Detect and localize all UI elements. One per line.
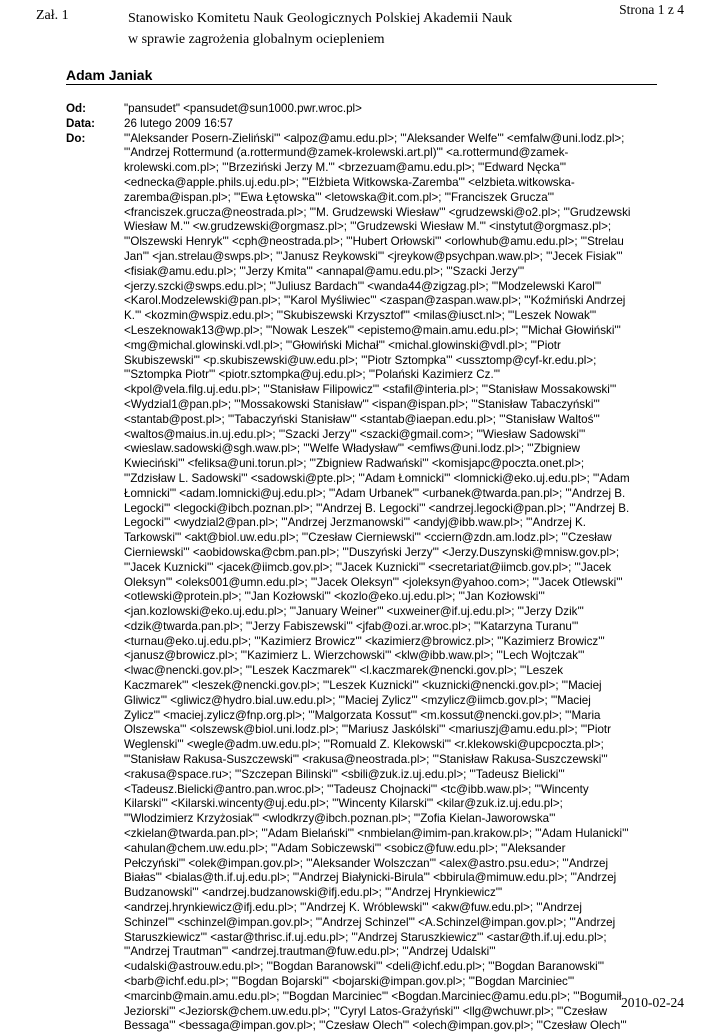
recipients-line: <barb@ichf.edu.pl>; "'Bogdan Bojarski'" <bojarski@impan.gov.pl>; "'Bogdan Marciniec'" xyxy=(124,975,575,989)
recipients-line: Staruszkiewicz'" <astar@thrisc.if.uj.edu.pl>; "'Andrzej Staruszkiewicz'" <astar@th.if.uj.edu.pl>; xyxy=(124,930,607,944)
document-title-line-1: Stanowisko Komitetu Nauk Geologicznych Polskiej Akademii Nauk xyxy=(128,11,513,26)
recipients-line: "'Jacek Kuznicki'" <jacek@iimcb.gov.pl>; "'Jacek Kuznicki'" <secretariat@iimcb.gov.pl>; "'Jacek xyxy=(124,560,612,574)
recipients-line: <rakusa@space.ru>; "'Szczepan Bilinski'" <sbili@zuk.iz.uj.edu.pl>; "'Tadeusz Bielicki'" xyxy=(124,767,565,781)
recipients-line: Pełczyński'" <olek@impan.gov.pl>; "'Aleksander Wolszczan'" <alex@astro.psu.edu>; "'Andrzej xyxy=(124,856,609,870)
recipients-line: <ahulan@chem.uw.edu.pl>; "'Adam Sobiczewski'" <sobicz@fuw.edu.pl>; "'Aleksander xyxy=(124,841,566,855)
recipients-line: Legocki'" <wydzial2@pan.pl>; "'Andrzej Jerzmanowski'" <andyj@ibb.waw.pl>; "'Andrzej K. xyxy=(124,516,586,530)
recipients-line: K.'" <kozmin@wspiz.edu.pl>; "'Skubiszewski Krzysztof'" <milas@iusct.nl>; "'Leszek Nowak'" xyxy=(124,309,597,323)
recipients-line: <turnau@eko.uj.edu.pl>; "'Kazimierz Browicz'" <kazimierz@browicz.pl>; "'Kazimierz Browicz'" xyxy=(124,634,605,648)
recipients-line: <udalski@astrouw.edu.pl>; "'Bogdan Baranowski'" <deli@ichf.edu.pl>; "'Bogdan Baranowski'" xyxy=(124,960,605,974)
recipients-line: "'Andrzej Trautman'" <andrzej.trautman@fuw.edu.pl>; "'Andrzej Udalski'" xyxy=(124,945,496,959)
date-value: 26 lutego 2009 16:57 xyxy=(124,116,233,130)
recipients-line: Weglenski'" <wegle@adm.uw.edu.pl>; "'Romuald Z. Klekowski'" <r.klekowski@upcpoczta.pl>; xyxy=(124,738,604,752)
recipients-line: <fisiak@amu.edu.pl>; "'Jerzy Kmita'" <annapal@amu.edu.pl>; "'Szacki Jerzy'" xyxy=(124,264,525,278)
recipients-line: <dzik@twarda.pan.pl>; "'Jerzy Fabiszewski'" <jfab@ozi.ar.wroc.pl>; "'Katarzyna Turanu'" xyxy=(124,619,579,633)
recipients-line: <Tadeusz.Bielicki@antro.pan.wroc.pl>; "'Tadeusz Chojnacki'" <tc@ibb.waw.pl>; "'Wincenty xyxy=(124,782,589,796)
recipients-line: <andrzej.hrynkiewicz@ifj.edu.pl>; "'Andrzej K. Wróblewski'" <akw@fuw.edu.pl>; "'Andrzej xyxy=(124,901,582,915)
date-label: Data: xyxy=(66,116,95,130)
recipients-line: <waltos@maius.in.uj.edu.pl>; "'Szacki Jerzy'" <szacki@gmail.com>; "'Wiesław Sadowski'" xyxy=(124,427,586,441)
recipients-line: <jerzy.szcki@swps.edu.pl>; "'Juliusz Bardach'" <wanda44@zigzag.pl>; "'Modzelewski Karol'" xyxy=(124,279,602,293)
recipients-line: <janusz@browicz.pl>; "'Kazimierz L. Wierzchowski'" <klw@ibb.waw.pl>; "'Lech Wojtczak'" xyxy=(124,649,585,663)
recipients-line: Olszewska'" <olszewsk@biol.uni.lodz.pl>; "'Mariusz Jaskólski'" <mariuszj@amu.edu.pl>; "'Piotr xyxy=(124,723,612,737)
sender-name: Adam Janiak xyxy=(66,67,153,83)
recipients-line: <Karol.Modzelewski@pan.pl>; "'Karol Myśliwiec'" <zaspan@zaspan.waw.pl>; "'Koźmiński Andrzej xyxy=(124,294,626,308)
recipients-line: Bessaga'" <bessaga@impan.gov.pl>; "'Czesław Olech'" <olech@impan.gov.pl>; "'Czesław Olech'" xyxy=(124,1019,627,1033)
recipients-line: "'Sztompka Piotr'" <piotr.sztompka@uj.edu.pl>; "'Polański Kazimierz Cz.'" xyxy=(124,368,501,382)
recipients-line: <wieslaw.sadowski@sgh.waw.pl>; "'Welfe Władysław'" <emfiws@uni.lodz.pl>; "'Zbigniew xyxy=(124,442,581,456)
recipients-line: "'Aleksander Posern-Zieliński'" <alpoz@amu.edu.pl>; "'Aleksander Welfe'" <emfalw@uni.lodz.pl>; xyxy=(124,131,625,145)
recipients-line: krolewski.com.pl>; "'Brzeziński Jerzy M.'" <brzezuam@amu.edu.pl>; "'Edward Nęcka'" xyxy=(124,161,567,175)
recipients-line: <lwac@nencki.gov.pl>; "'Leszek Kaczmarek'" <l.kaczmarek@nencki.gov.pl>; "'Leszek xyxy=(124,664,564,678)
recipients-line: <stantab@post.pl>; "'Tabaczyński Stanisław'" <stantab@iaepan.edu.pl>; "'Stanisław Waltoś'" xyxy=(124,412,600,426)
recipients-line: <kpol@vela.filg.uj.edu.pl>; "'Stanisław Filipowicz'" <stafil@interia.pl>; "'Stanisław Mossakowski'" xyxy=(124,383,617,397)
recipients-line: Budzanowski'" <andrzej.budzanowski@ifj.edu.pl>; "'Andrzej Hrynkiewicz'" xyxy=(124,886,503,900)
recipients-line: Legocki'" <legocki@ibch.poznan.pl>; "'Andrzej B. Legocki'" <andrzej.legocki@pan.pl>; "'Andrzej B. xyxy=(124,501,630,515)
recipients-line: <Wydzial1@pan.pl>; "'Mossakowski Stanisław'" <ispan@ispan.pl>; "'Stanisław Tabaczyński'" xyxy=(124,397,600,411)
recipients-line: Oleksyn'" <oleks001@umn.edu.pl>; "'Jacek Oleksyn'" <joleksyn@yahoo.com>; "'Jacek Otlewski'" xyxy=(124,575,623,589)
recipients-line: "'Stanisław Rakusa-Suszczewski'" <rakusa@neostrada.pl>; "'Stanisław Rakusa-Suszczewski'" xyxy=(124,753,608,767)
header-divider xyxy=(66,84,657,85)
recipients-line: Łomnicki'" <adam.lomnicki@uj.edu.pl>; "'Adam Urbanek'" <urbanek@twarda.pan.pl>; "'Andrzej B. xyxy=(124,486,626,500)
recipients-line: <mg@michal.glowinski.vdl.pl>; "'Głowiński Michał'" <michal.glowinski@vdl.pl>; "'Piotr xyxy=(124,338,561,352)
recipients-line: <ednecka@apple.phils.uj.edu.pl>; "'Elżbieta Witkowska-Zaremba'" <elzbieta.witkowska- xyxy=(124,175,575,189)
recipients-line: Gliwicz'" <gliwicz@hydro.bial.uw.edu.pl>; "'Maciej Zylicz'" <mzylicz@iimcb.gov.pl>; "'Maciej xyxy=(124,693,591,707)
page-number: Strona 1 z 4 xyxy=(619,2,684,17)
recipients-line: "'Wlodzimierz Krzyżosiak'" <wlodkrzy@ibch.poznan.pl>; "'Zofia Kielan-Jaworowska'" xyxy=(124,812,556,826)
recipients-line: Kwieciński'" <feliksa@uni.torun.pl>; "'Zbigniew Radwański'" <komisjapc@poczta.onet.pl>; xyxy=(124,457,585,471)
document-title xyxy=(128,8,528,50)
recipients-line: Cierniewski'" <aobidowska@cbm.pan.pl>; "'Duszyński Jerzy'" <Jerzy.Duszynski@mnisw.gov.pl>; xyxy=(124,545,620,559)
recipients-line: zaremba@ispan.pl>; "'Ewa Łętowska'" <letowska@it.com.pl>; "'Franciszek Grucza'" xyxy=(124,190,555,204)
recipients-line: <Leszeknowak13@wp.pl>; "'Nowak Leszek'" <epistemo@main.amu.edu.pl>; "'Michał Głowiński'" xyxy=(124,323,621,337)
recipients-list xyxy=(124,132,684,1034)
recipients-line: Tarkowski'" <akt@biol.uw.edu.pl>; "'Czesław Cierniewski'" <cciern@zdn.am.lodz.pl>; "'Czesław xyxy=(124,531,612,545)
to-label: Do: xyxy=(66,131,86,145)
recipients-line: Kaczmarek'" <leszek@nencki.gov.pl>; "'Leszek Kuznicki'" <kuznicki@nencki.gov.pl>; "'Maciej xyxy=(124,679,602,693)
recipients-line: Zylicz'" <maciej.zylicz@fnp.org.pl>; "'Malgorzata Kossut'" <m.kossut@nencki.gov.pl>; "'Maria xyxy=(124,708,601,722)
recipients-line: Wiesław M.'" <w.grudzewski@orgmasz.pl>; "'Grudzewski Wiesław M.'" <instytut@orgmasz.pl>; xyxy=(124,220,612,234)
recipients-line: <franciszek.grucza@neostrada.pl>; "'M. Grudzewski Wiesław'" <grudzewski@o2.pl>; "'Grudzewski xyxy=(124,205,631,219)
recipients-line: <zkielan@twarda.pan.pl>; "'Adam Bielański'" <nmbielan@imim-pan.krakow.pl>; "'Adam Hulanicki'" xyxy=(124,827,629,841)
recipients-line: <jan.kozlowski@eko.uj.edu.pl>; "'January Weiner'" <uxweiner@if.uj.edu.pl>; "'Jerzy Dzik'" xyxy=(124,605,584,619)
recipients-line: Jeziorski'" <Jeziorsk@chem.uw.edu.pl>; "'Cyryl Latos-Grażyński'" <llg@wchuwr.pl>; "'Czesław xyxy=(124,1004,608,1018)
footer-date: 2010-02-24 xyxy=(621,995,684,1010)
recipients-line: "'Olszewski Henryk'" <cph@neostrada.pl>; "'Hubert Orłowski'" <orlowhub@amu.edu.pl>; "'Strelau xyxy=(124,235,624,249)
recipients-line: "'Andrzej Rottermund (a.rottermund@zamek-krolewski.art.pl)'" <a.rottermund@zamek- xyxy=(124,146,569,160)
recipients-line: <otlewski@protein.pl>; "'Jan Kozłowski'" <kozlo@eko.uj.edu.pl>; "'Jan Kozłowski'" xyxy=(124,590,545,604)
recipients-line: "'Zdzisław L. Sadowski'" <sadowski@pte.pl>; "'Adam Łomnicki'" <lomnicki@eko.uj.edu.pl>; "'Adam xyxy=(124,471,630,485)
recipients-line: Skubiszewski'" <p.skubiszewski@uw.edu.pl>; "'Piotr Sztompka'" <ussztomp@cyf-kr.edu.pl>; xyxy=(124,353,597,367)
attachment-label: Zał. 1 xyxy=(36,8,69,23)
recipients-line: Białas'" <bialas@th.if.uj.edu.pl>; "'Andrzej Białynicki-Birula'" <bbirula@mimuw.edu.pl>; "'Andrzej xyxy=(124,871,617,885)
from-value: "pansudet" <pansudet@sun1000.pwr.wroc.pl> xyxy=(124,102,362,115)
document-title-line-2: w sprawie zagrożenia globalnym ociepleniem xyxy=(128,32,385,47)
recipients-line: Kilarski'" <Kilarski.wincenty@uj.edu.pl>; "'Wincenty Kilarski'" <kilar@zuk.iz.uj.edu.pl>; xyxy=(124,797,563,811)
recipients-line: Schinzel'" <schinzel@impan.gov.pl>; "'Andrzej Schinzel'" <A.Schinzel@impan.gov.pl>; "'Andrzej xyxy=(124,915,616,929)
from-label: Od: xyxy=(66,102,86,115)
recipients-line: <marcinb@main.amu.edu.pl>; "'Bogdan Marciniec'" <Bogdan.Marciniec@amu.edu.pl>; "'Bogumił xyxy=(124,989,622,1003)
recipients-line: Jan'" <jan.strelau@swps.pl>; "'Janusz Reykowski'" <jreykow@psychpan.waw.pl>; "'Jecek Fisiak'" xyxy=(124,249,623,263)
